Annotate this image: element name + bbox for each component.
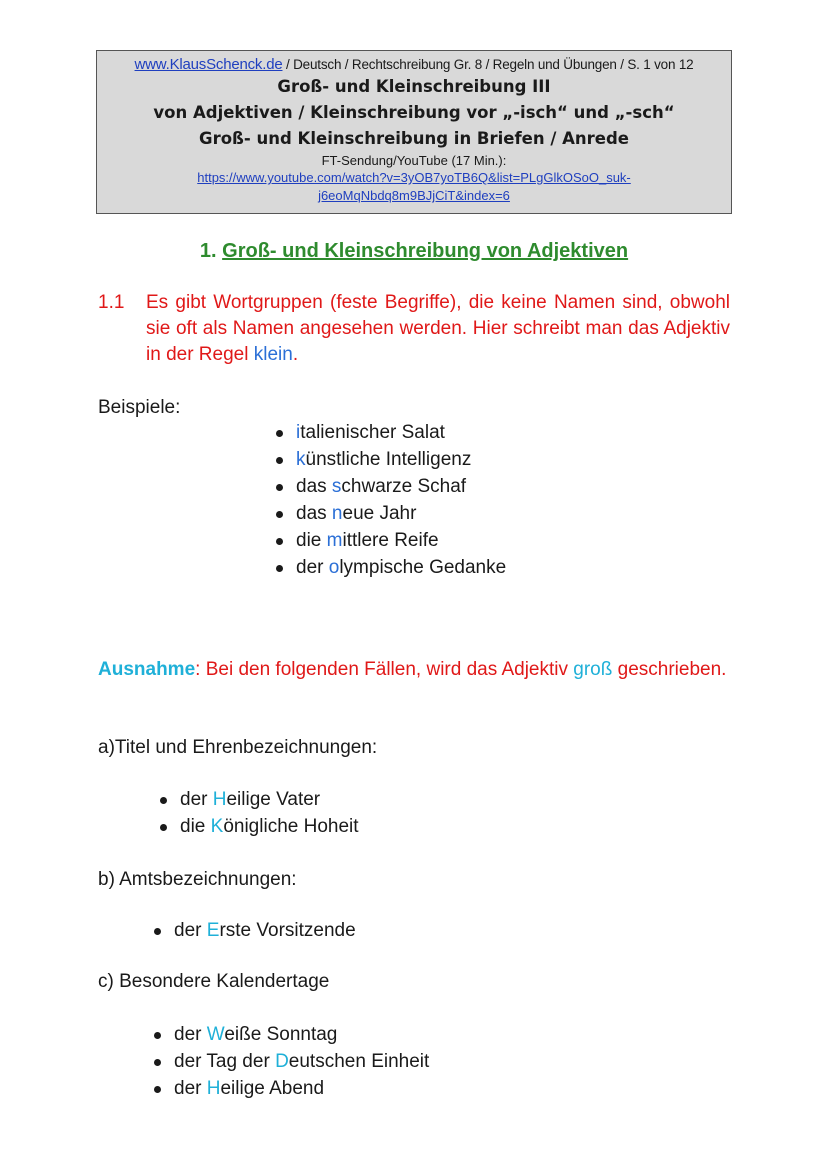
header-title-3: Groß- und Kleinschreibung in Briefen / Anrede [199,129,629,148]
exception-text: : Bei den folgenden Fällen, wird das Adjektiv [195,659,574,680]
highlighted-letter: k [296,449,306,470]
section-heading [0,240,828,263]
exception-label: Ausnahme [98,659,196,680]
highlighted-letter: i [296,422,301,443]
video-link-line-1[interactable]: https://www.youtube.com/watch?v=3yOB7yoTB6Q&list=PLgGlkOSoO_suk- [197,170,631,185]
site-link[interactable]: www.KlausSchenck.de [134,56,283,73]
rule-number: 1.1 [98,292,125,313]
list-item: die mittlere Reife [296,527,506,554]
document-header [96,50,732,214]
rule-paragraph [98,290,730,368]
breadcrumb: / Deutsch / Rechtschreibung Gr. 8 / Regeln und Übungen / S. 1 von 12 [282,57,694,72]
list-item: der Weiße Sonntag [174,1021,429,1048]
list-item: künstliche Intelligenz [296,446,506,473]
header-title-1: Groß- und Kleinschreibung III [277,77,551,96]
list-item: das schwarze Schaf [296,473,506,500]
rule-highlight: klein [253,344,293,365]
group-b-list [174,917,356,944]
list-item: der Heilige Vater [180,786,359,813]
section-title: Groß- und Kleinschreibung von Adjektiven [222,240,629,262]
highlighted-letter: H [206,1078,221,1099]
examples-list [296,419,506,581]
exception-text-end: geschrieben. [612,659,727,680]
rule-text-main: Es gibt Wortgruppen (feste Begriffe), die keine Namen sind, obwohl sie oft als Namen angesehen werden. Hier schreibt man das Adjektiv in der Regel [146,292,730,365]
highlighted-letter: K [210,816,224,837]
highlighted-letter: W [206,1024,225,1045]
highlighted-letter: s [331,476,342,497]
examples-label: Beispiele: [98,397,181,418]
exception-highlight: groß [573,659,613,680]
group-b-heading: b) Amtsbezeichnungen: [98,869,297,890]
video-link-line-2[interactable]: j6eoMqNbdq8m9BJjCiT&index=6 [318,188,510,203]
highlighted-letter: H [212,789,227,810]
highlighted-letter: D [275,1051,289,1072]
highlighted-letter: E [206,920,220,941]
group-c-list [174,1021,429,1102]
list-item: der Heilige Abend [174,1075,429,1102]
exception-paragraph [98,657,738,683]
group-a-heading: a)Titel und Ehrenbezeichnungen: [98,737,378,758]
list-item: der Tag der Deutschen Einheit [174,1048,429,1075]
rule-text [146,290,730,368]
group-a-list [180,786,359,840]
group-c-heading: c) Besondere Kalendertage [98,971,330,992]
list-item: das neue Jahr [296,500,506,527]
section-number: 1. [199,240,217,262]
rule-text-end: . [292,344,299,365]
video-note: FT-Sendung/YouTube (17 Min.): [321,153,507,168]
header-source-line [97,56,731,74]
list-item: der olympische Gedanke [296,554,506,581]
highlighted-letter: o [328,557,340,578]
list-item: italienischer Salat [296,419,506,446]
highlighted-letter: m [326,530,343,551]
list-item: der Erste Vorsitzende [174,917,356,944]
header-title-2: von Adjektiven / Kleinschreibung vor „-isch“ und „-sch“ [153,103,675,122]
list-item: die Königliche Hoheit [180,813,359,840]
highlighted-letter: n [331,503,343,524]
